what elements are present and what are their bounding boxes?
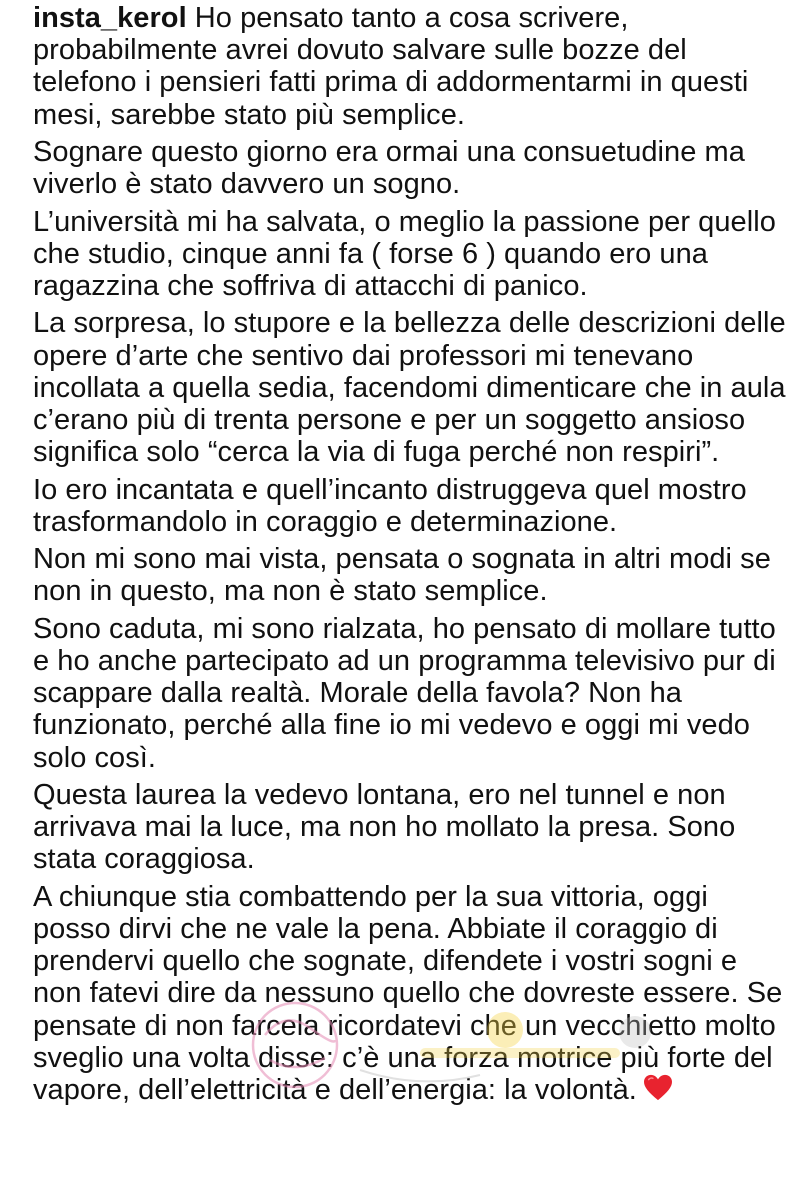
- caption-text: A chiunque stia combattendo per la sua vittoria, oggi posso dirvi che ne vale la pena. Abbiate il coraggio di prendervi quello che sognate, difendete i vostri sogni e non fatevi dire da nessuno quello che dovreste essere. Se pensate di non farcela ricordatevi che un vecchietto molto sveglio una volta disse: c’è una forza motrice più forte del vapore, dell’elettricità e dell’energia: la volontà.: [33, 880, 783, 1106]
- heart-icon: [643, 1074, 673, 1102]
- caption-paragraph: Io ero incantata e quell’incanto distruggeva quel mostro trasformandolo in coraggio e determinazione.: [33, 473, 747, 538]
- caption-paragraph: Non mi sono mai vista, pensata o sognata in altri modi se non in questo, ma non è stato semplice.: [33, 543, 771, 608]
- caption-text: Ho pensato tanto a cosa scrivere, probabilmente avrei dovuto salvare sulle bozze del telefono i pensieri fatti prima di addormentarmi in questi mesi, sarebbe stato più semplice.: [33, 2, 749, 131]
- username-link[interactable]: insta_kerol: [33, 2, 187, 34]
- caption-paragraph: Sognare questo giorno era ormai una consuetudine ma viverlo è stato davvero un sogno.: [33, 136, 745, 201]
- caption-paragraph: L’università mi ha salvata, o meglio la passione per quello che studio, cinque anni fa ( forse 6 ) quando ero una ragazzina che soffriva di attacchi di panico.: [33, 205, 776, 302]
- caption-paragraph: Questa laurea la vedevo lontana, ero nel tunnel e non arrivava mai la luce, ma non ho mollato la presa. Sono stata coraggiosa.: [33, 778, 736, 876]
- caption-paragraph: Sono caduta, mi sono rialzata, ho pensato di mollare tutto e ho anche partecipato ad un programma televisivo pur di scappare dalla realtà. Morale della favola? Non ha funzionato, perché alla fine io mi vedevo e oggi mi vedo solo così.: [33, 612, 776, 774]
- caption-paragraph: [33, 2, 793, 131]
- caption-paragraph: [33, 881, 793, 1106]
- caption-paragraph: La sorpresa, lo stupore e la bellezza delle descrizioni delle opere d’arte che sentivo dai professori mi tenevano incollata a quella sedia, facendomi dimenticare che in aula c’erano più di trenta persone e per un soggetto ansioso significa solo “cerca la via di fuga perché non respiri”.: [33, 307, 786, 469]
- post-caption: [33, 2, 793, 1111]
